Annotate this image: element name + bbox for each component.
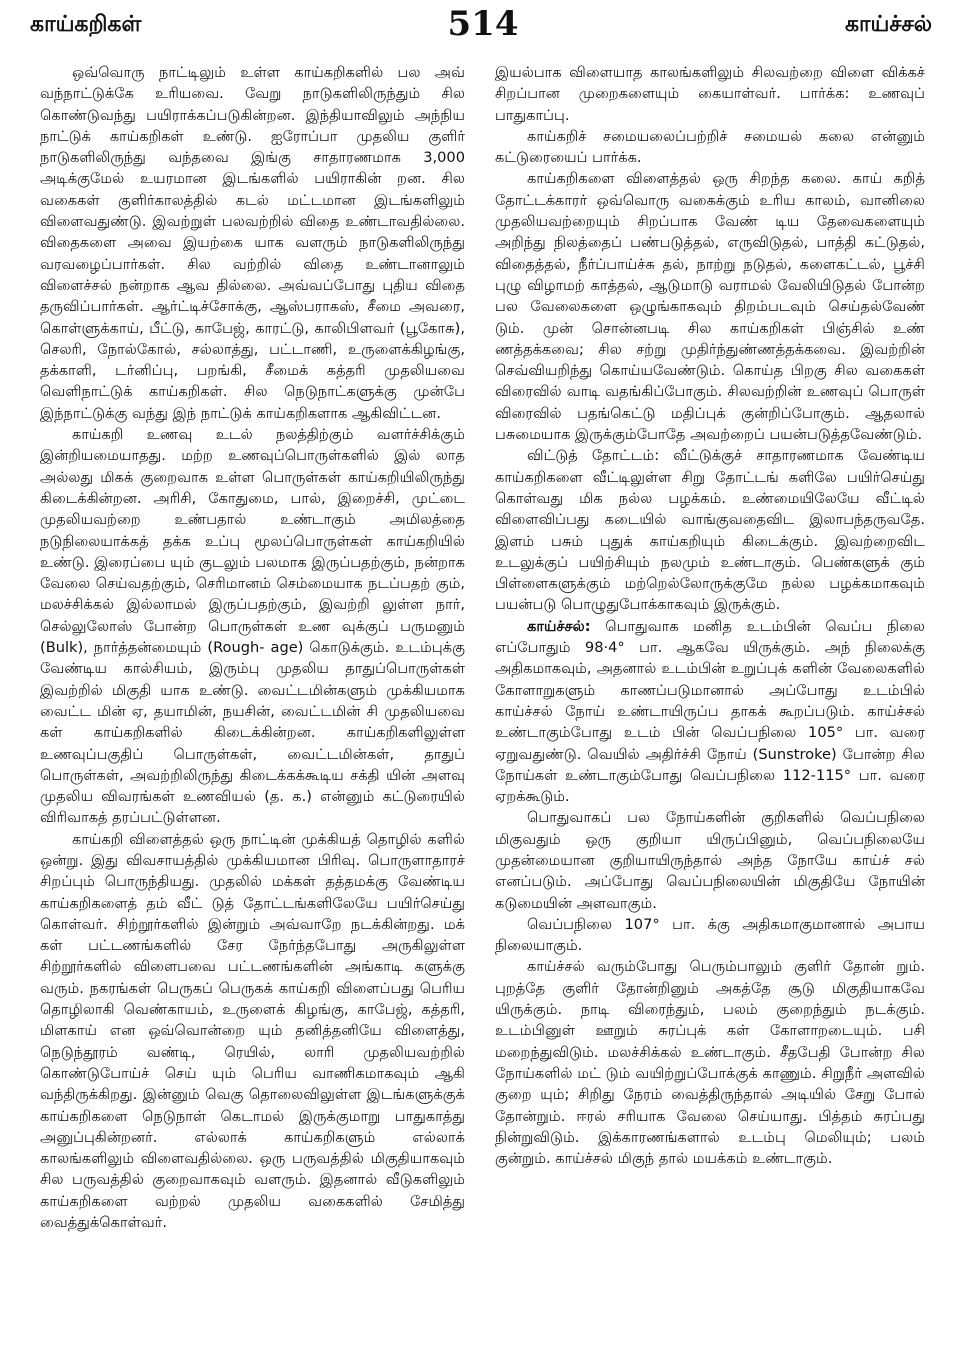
paragraph: ஒவ்வொரு நாட்டிலும் உள்ள காய்கறிகளில் பல அவ் வந்நாட்டுக்கே உரியவை. வேறு நாடுகளிலிருந்தும் சில கொண்டுவந்து பயிராக்கப்படுகின்றன. இந்தியாவிலும் அந்நிய நாட்டுக் காய்கறிகள் உண்டு. ஐரோப்பா முதலிய குளிர் நாடுகளிலிருந்து வந்தவை இங்கு சாதாரணமாக 3,000 அடிக்குமேல் உயரமான இடங்களில் பயிராகின் றன. சில வகைகள் குளிர்காலத்தில் கடல் மட்டமான இடங்களிலும் விளைவதுண்டு. இவற்றுள் பலவற்றில் விதை உண்டாவதில்லை. விதைகளை அவை இயற்கை யாக வளரும் நாடுகளிலிருந்து வரவழைப்பார்கள். சில வற்றில் விதை உண்டானாலும் விளைச்சல் நன்றாக ஆவ தில்லை. அவ்வப்போது புதிய விதை தருவிப்பார்கள். ஆர்ட்டிச்சோக்கு, ஆஸ்பராகஸ், சீமை அவரை, கொள்ளுக்காய், பீட்டு, காபேஜ், காரட்டு, காலிபிளவர் (பூகோசு), செலரி, நோல்கோல், சல்லாத்து, பட்டாணி, உருளைக்கிழங்கு, தக்காளி, டர்னிப்பு, பறங்கி, சீமைக் கத்தரி முதலியவை வெளிநாட்டுக் காய்கறிகள். சில நெடுநாட்களுக்கு முன்பே இந்நாட்டுக்கு வந்து இந் நாட்டுக் காய்கறிகளாக ஆகிவிட்டன.: [40, 64, 465, 422]
paragraph: காய்கறிச் சமையலைப்பற்றிச் சமையல் கலை என்னும் கட்டுரையைப் பார்க்க.: [495, 127, 925, 167]
paragraph: காய்கறிகளை விளைத்தல் ஒரு சிறந்த கலை. காய் கறித் தோட்டக்காரர் ஒவ்வொரு வகைக்கும் உரிய காலம், வானிலை முதலியவற்றையும் சிறப்பாக வேண் டிய தேவைகளையும் அறிந்து நிலத்தைப் பண்படுத்தல், எருவிடுதல், பாத்தி கட்டுதல், விதைத்தல், நீர்ப்பாய்ச்சு தல், நாற்று நடுதல், களைகட்டல், பூச்சி புழு விழாமற் காத்தல், ஆடுமாடு வராமல் வேலியிடுதல் போன்ற பல வேலைகளை ஒழுங்காகவும் திறம்படவும் செய்தல்வேண் டும். முன் சொன்னபடி சில காய்கறிகள் பிஞ்சில் உண் ணத்தக்கவை; சில சற்று முதிர்ந்துண்ணத்தக்கவை. இவற்றின் செவ்வியறிந்து கொய்யவேண்டும். கொய்த பிறகு சில வகைகள் விரைவில் வாடி வதங்கிப்போகும். சிலவற்றின் உணவுப் பொருள் விரைவில் பதங்கெட்டு மதிப்புக் குன்றிப்போகும். ஆதலால் பசுமையாக இருக்கும்போதே அவற்றைப் பயன்படுத்தவேண்டும்.: [495, 170, 925, 444]
page-header: [0, 0, 966, 60]
entry-paragraph: [495, 616, 925, 808]
entry-text: பொதுவாக மனித உடம்பின் வெப்ப நிலை எப்போதும் 98·4° பா. ஆகவே யிருக்கும். அந் நிலைக்கு அதிகமாகவும், அதனால் உடம்பின் உறுப்புக் களின் வேலைகளில் கோளாறுகளும் காணப்படுமானால் அப்போது உடம்பில் காய்ச்சல் நோய் உண்டாயிருப்ப தாகக் கூறப்படும். காய்ச்சல் உண்டாகும்போது உடம் பின் வெப்பநிலை 105° பா. வரை ஏறுவதுண்டு. வெயில் அதிர்ச்சி நோய் (Sunstroke) போன்ற சில நோய்கள் உண்டாகும்போது வெப்பநிலை 112-115° பா. வரை ஏறக்கூடும்.: [495, 617, 926, 806]
paragraph: பொதுவாகப் பல நோய்களின் குறிகளில் வெப்பநிலை மிகுவதும் ஒரு குறியா யிருப்பினும், வெப்பநிலையே முதன்மையான குறியாயிருந்தால் அந்த நோயே காய்ச் சல் எனப்படும். அப்போது வெப்பநிலையின் மிகுதியே நோயின் கடுமையின் அளவாகும்.: [495, 809, 925, 912]
right-column: [495, 62, 925, 1169]
page-number: 514: [447, 4, 519, 44]
paragraph: விட்டுத் தோட்டம்: வீட்டுக்குச் சாதாரணமாக வேண்டிய காய்கறிகளை வீட்டிலுள்ள சிறு தோட்டங் களிலே பயிர்செய்து கொள்வது மிக நல்ல பழக்கம். உண்மையிலேயே வீட்டில் விளைவிப்பது கடையில் வாங்குவதைவிட இலாபந்தருவதே. இளம் பசும் புதுக் காய்கறியும் கிடைக்கும். இவற்றைவிட உடலுக்குப் பயிற்சியும் நலமும் உண்டாகும். பெண்களுக் கும் பிள்ளைகளுக்கும் மற்றெல்லோருக்குமே நல்ல பழக்கமாகவும் பயன்படு பொழுதுபோக்காகவும் இருக்கும்.: [495, 447, 925, 614]
running-head-left: காய்கறிகள்: [30, 12, 142, 37]
left-column: [40, 62, 465, 1233]
paragraph: காய்கறி விளைத்தல் ஒரு நாட்டின் முக்கியத் தொழில் களில் ஒன்று. இது விவசாயத்தில் முக்கியமான பிரிவு. பொருளாதாரச் சிறப்பும் பொருந்தியது. முதலில் மக்கள் தத்தமக்கு வேண்டிய காய்கறிகளைத் தம் வீட் டுத் தோட்டங்களிலேயே பயிர்செய்து கொள்வர். சிற்றூர்களில் இன்றும் அவ்வாறே நடக்கின்றது. மக் கள் பட்டணங்களில் சேர நேர்ந்தபோது அருகிலுள்ள சிற்றூர்களில் விளைபவை பட்டணங்களின் அங்காடி களுக்கு வரும். நகரங்கள் பெருகப் பெருகக் காய்கறி விளைப்பது பெரிய தொழிலாகி வெண்காயம், உருளைக் கிழங்கு, காபேஜ், கத்தரி, மிளகாய் என ஒவ்வொன்றை யும் தனித்தனியே விளைத்து, நெடுந்தூரம் வண்டி, ரெயில், லாரி முதலியவற்றில் கொண்டுபோய்ச் செய் யும் பெரிய வாணிகமாகவும் ஆகி வந்திருக்கிறது. இன்னும் வெகு தொலைவிலுள்ள இடங்களுக்குக் காய்கறிகளை நெடுநாள் கெடாமல் இருக்குமாறு பாதுகாத்து அனுப்புகின்றனர். எல்லாக் காய்கறிகளும் எல்லாக் காலங்களிலும் விளைவதில்லை. ஒரு பருவத்தில் மிகுதியாகவும் சில பருவத்தில் குறைவாகவும் வளரும். இதனால் வீடுகளிலும் காய்கறிகளை வற்றல் முதலிய வகைகளில் சேமித்து வைத்துக்கொள்வர்.: [40, 830, 465, 1232]
paragraph: இயல்பாக விளையாத காலங்களிலும் சிலவற்றை விளை விக்கச் சிறப்பான முறைகளையும் கையாள்வர். பார்க்க: உணவுப் பாதுகாப்பு.: [495, 64, 925, 124]
paragraph: வெப்பநிலை 107° பா. க்கு அதிகமாகுமானால் அபாய நிலையாகும்.: [495, 915, 925, 955]
paragraph: காய்கறி உணவு உடல் நலத்திற்கும் வளர்ச்சிக்கும் இன்றியமையாதது. மற்ற உணவுப்பொருள்களில் இல் லாத அல்லது மிகக் குறைவாக உள்ள பொருள்கள் காய்கறியிலிருந்து கிடைக்கின்றன. அரிசி, கோதுமை, பால், இறைச்சி, முட்டை முதலியவற்றை உண்பதால் உண்டாகும் அமிலத்தை நடுநிலையாக்கத் தக்க உப்பு மூலப்பொருள்கள் காய்கறியில் உண்டு. இரைப்பை யும் குடலும் பலமாக இருப்பதற்கும், நன்றாக வேலை செய்வதற்கும், செரிமானம் செம்மையாக நடப்பதற் கும், மலச்சிக்கல் இல்லாமல் இருப்பதற்கும், இவற்றி லுள்ள நார், செல்லுலோஸ் போன்ற பொருள்கள் உண வுக்குப் பருமனும் (Bulk), நார்த்தன்மையும் (Rough- age) கொடுக்கும். உடம்புக்கு வேண்டிய கால்சியம், இரும்பு முதலிய தாதுப்பொருள்கள் இவற்றில் மிகுதி யாக உண்டு. வைட்டமின்களும் முக்கியமாக வைட்ட மின் ஏ, தயாமின், நயசின், வைட்டமின் சி முதலியவை கள் காய்கறிகளில் கிடைக்கின்றன. காய்கறிகளிலுள்ள உணவுப்பகுதிப் பொருள்கள், வைட்டமின்கள், தாதுப் பொருள்கள், அவற்றிலிருந்து கிடைக்கக்கூடிய சக்தி யின் அளவு முதலிய விவரங்கள் உணவியல் (த. க.) என்னும் கட்டுரையில் விரிவாகத் தரப்பட்டுள்ளன.: [40, 426, 465, 827]
paragraph: காய்ச்சல் வரும்போது பெரும்பாலும் குளிர் தோன் றும். புறத்தே குளிர் தோன்றினும் அகத்தே சூடு மிகுதியாகவே யிருக்கும். நாடி விரைந்தும், பலம் குறைந்தும் நடக்கும். உடம்பினுள் ஊறும் சுரப்புக் கள் கோளாறடையும். பசி மறைந்துவிடும். மலச்சிக்கல் உண்டாகும். சீதபேதி போன்ற சில நோய்களில் மட் டும் வயிற்றுப்போக்குக் காணும். சிறுநீர் அளவில் குறை யும்; சிறிது நேரம் வைத்திருந்தால் அடியில் சேறு போல் தோன்றும். ஈரல் சரியாக வேலை செய்யாது. பித்தம் சுரப்பது நின்றுவிடும். இக்காரணங்களால் உடம்பு மெலியும்; பலம் குன்றும். காய்ச்சல் மிகுந் தால் மயக்கம் உண்டாகும்.: [495, 958, 925, 1168]
entry-headword: காய்ச்சல்:: [527, 617, 591, 635]
running-head-right: காய்ச்சல்: [844, 12, 932, 37]
